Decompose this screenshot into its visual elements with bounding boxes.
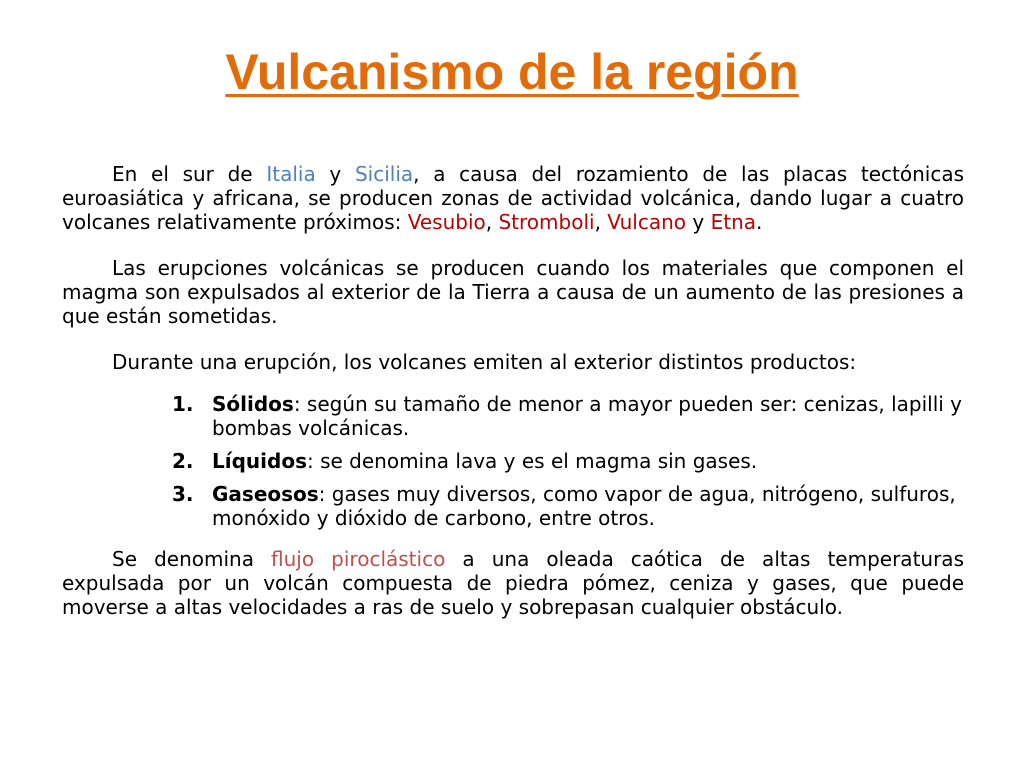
- list-number: 3.: [172, 482, 194, 506]
- volcano-vulcano: Vulcano: [607, 210, 687, 234]
- paragraph-italia-sicilia: [62, 162, 964, 234]
- text: y: [315, 162, 355, 186]
- term-flujo-piroclastico: flujo piroclástico: [271, 547, 446, 571]
- term-liquidos: Líquidos: [212, 449, 307, 473]
- list-item-liquidos: [172, 449, 964, 473]
- text: Se denomina: [112, 547, 272, 571]
- paragraph-flujo-piroclastico: [62, 547, 964, 619]
- place-sicilia: Sicilia: [354, 162, 414, 186]
- term-solidos: Sólidos: [212, 392, 294, 416]
- list-item-solidos: [172, 392, 964, 440]
- text: y: [686, 210, 711, 234]
- slide-body: [62, 162, 964, 641]
- place-italia: Italia: [266, 162, 316, 186]
- volcano-etna: Etna: [710, 210, 757, 234]
- slide-title: Vulcanismo de la región: [225, 44, 799, 100]
- volcano-stromboli: Stromboli: [498, 210, 595, 234]
- list-item-text: : gases muy diversos, como vapor de agua, nitrógeno, sulfuros, monóxido y dióxido de carbono, entre otros.: [212, 482, 956, 530]
- list-number: 2.: [172, 449, 194, 473]
- paragraph-erupciones: Las erupciones volcánicas se producen cuando los materiales que componen el magma son expulsados al exterior de la Tierra a causa de un aumento de las presiones a que están sometidas.: [62, 256, 964, 328]
- text: , a causa del rozamiento de las placas tectónicas euroasiática y africana, se producen zonas de actividad volcánica, dando lugar a cuatro volcanes relativamente próximos:: [62, 162, 965, 234]
- text: ,: [485, 210, 499, 234]
- text: En el sur de: [112, 162, 267, 186]
- products-list: [62, 392, 964, 530]
- list-item-gaseosos: [172, 482, 964, 530]
- term-gaseosos: Gaseosos: [212, 482, 319, 506]
- text: ,: [594, 210, 608, 234]
- text: .: [756, 210, 763, 234]
- volcano-vesubio: Vesubio: [407, 210, 486, 234]
- list-number: 1.: [172, 392, 194, 416]
- text: a una oleada caótica de altas temperaturas expulsada por un volcán compuesta de piedra pómez, ceniza y gases, que puede moverse a altas velocidades a ras de suelo y sobrepasan cualquier obstáculo.: [62, 547, 964, 619]
- list-item-text: : según su tamaño de menor a mayor pueden ser: cenizas, lapilli y bombas volcánicas.: [212, 392, 963, 440]
- paragraph-productos-intro: Durante una erupción, los volcanes emiten al exterior distintos productos:: [112, 350, 857, 374]
- list-item-text: : se denomina lava y es el magma sin gases.: [306, 449, 758, 473]
